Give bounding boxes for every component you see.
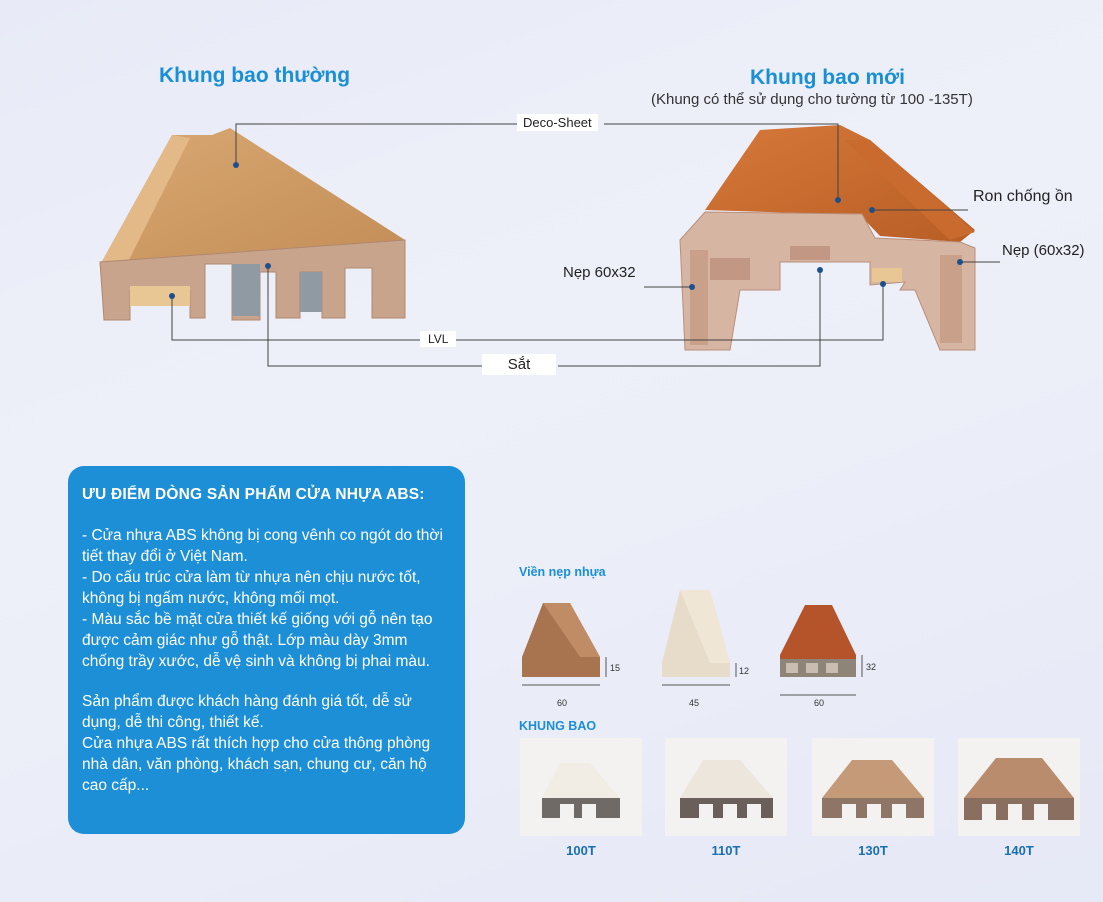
trim-2-height: 12: [739, 666, 750, 676]
trim-3-height: 32: [866, 662, 877, 672]
panel-point-3: - Màu sắc bề mặt cửa thiết kế giống với gỗ nên tạo được cảm giác như gỗ thật. Lớp màu dày 3mm chống trầy xước, dễ vệ sinh và không bị phai màu.: [82, 611, 433, 670]
panel-note-1: Sản phẩm được khách hàng đánh giá tốt, dễ sử dụng, dễ thi công, thiết kế.: [82, 693, 412, 731]
trim-3-width: 60: [814, 698, 825, 708]
sat-label: Sắt: [482, 354, 556, 375]
nep-right-label: Nẹp (60x32): [1002, 242, 1085, 259]
trim-profiles: [510, 585, 910, 710]
frame-110t-image: [665, 738, 787, 836]
frame-thumb-130t: [812, 738, 934, 836]
panel-point-1: - Cửa nhựa ABS không bị cong vênh co ngót do thời tiết thay đổi ở Việt Nam.: [82, 527, 443, 565]
new-frame-image: [680, 125, 975, 350]
frame-caption-130t: 130T: [858, 843, 888, 858]
frame-caption-100t: 100T: [566, 843, 596, 858]
trim-profile-1: [522, 603, 606, 685]
advantages-panel: [68, 466, 465, 834]
right-subtitle: (Khung có thể sử dụng cho tường từ 100 -135T): [651, 91, 973, 108]
standard-frame-image: [100, 128, 405, 320]
frame-140t-image: [958, 738, 1080, 836]
khung-bao-title: KHUNG BAO: [519, 719, 597, 733]
deco-sheet-label: Deco-Sheet: [517, 114, 598, 131]
left-title: Khung bao thường: [159, 64, 351, 87]
frame-thumb-110t: [665, 738, 787, 836]
frame-130t-image: [812, 738, 934, 836]
ron-label: Ron chống ồn: [973, 188, 1073, 205]
trim-2-width: 45: [689, 698, 700, 708]
frame-caption-110t: 110T: [711, 843, 741, 858]
panel-note-2: Cửa nhựa ABS rất thích hợp cho cửa thông phòng nhà dân, văn phòng, khách sạn, chung cư, căn hộ cao cấp...: [82, 735, 431, 794]
trim-profile-2: [662, 590, 736, 685]
panel-heading: ƯU ĐIỂM DÒNG SẢN PHẨM CỬA NHỰA ABS:: [82, 486, 425, 503]
frame-thumb-100t: [520, 738, 642, 836]
frame-thumb-140t: [958, 738, 1080, 836]
panel-point-2: - Do cấu trúc cửa làm từ nhựa nên chịu nước tốt, không bị ngấm nước, không mối mọt.: [82, 569, 421, 607]
nep-left-label: Nẹp 60x32: [563, 264, 636, 281]
frame-100t-image: [520, 738, 642, 836]
trim-profile-3: [780, 605, 862, 695]
trim-1-height: 15: [610, 663, 621, 673]
lvl-label: LVL: [420, 331, 456, 347]
right-title: Khung bao mới: [750, 66, 905, 89]
trim-1-width: 60: [557, 698, 568, 708]
vien-nep-title: Viền nẹp nhựa: [519, 565, 606, 579]
frame-caption-140t: 140T: [1004, 843, 1034, 858]
